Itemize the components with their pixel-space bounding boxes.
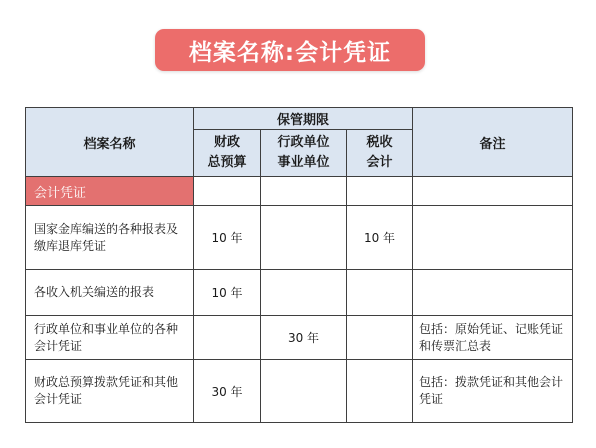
table-cell xyxy=(261,177,347,206)
header-archive-name: 档案名称 xyxy=(26,108,194,177)
row-finance: 10 年 xyxy=(194,270,261,316)
row-name: 各收入机关编送的报表 xyxy=(26,270,194,316)
row-admin xyxy=(261,360,347,423)
table-cell xyxy=(413,177,573,206)
header-tax-accounting xyxy=(347,130,413,177)
table-row xyxy=(26,360,573,423)
table-row xyxy=(26,270,573,316)
header-admin-line1: 行政单位 xyxy=(277,135,330,150)
row-finance xyxy=(194,316,261,360)
header-finance-line1: 财政 xyxy=(213,135,240,150)
table-row xyxy=(26,316,573,360)
row-tax: 10 年 xyxy=(347,206,413,270)
table-row xyxy=(26,206,573,270)
page-title: 档案名称:会计凭证 xyxy=(188,39,392,66)
row-name: 行政单位和事业单位的各种会计凭证 xyxy=(26,316,194,360)
row-name: 财政总预算拨款凭证和其他会计凭证 xyxy=(26,360,194,423)
row-admin xyxy=(261,270,347,316)
row-finance: 30 年 xyxy=(194,360,261,423)
header-tax-line2: 会计 xyxy=(366,155,393,170)
row-notes: 包括：原始凭证、记账凭证和传票汇总表 xyxy=(413,316,573,360)
header-retention-period: 保管期限 xyxy=(194,108,413,130)
header-tax-line1: 税收 xyxy=(366,135,393,150)
header-notes: 备注 xyxy=(413,108,573,177)
header-admin-units xyxy=(261,130,347,177)
row-name: 国家金库编送的各种报表及缴库退库凭证 xyxy=(26,206,194,270)
section-row xyxy=(26,177,573,206)
row-notes: 包括：拨款凭证和其他会计凭证 xyxy=(413,360,573,423)
row-tax xyxy=(347,270,413,316)
row-finance: 10 年 xyxy=(194,206,261,270)
row-notes xyxy=(413,270,573,316)
header-finance-budget xyxy=(194,130,261,177)
header-finance-line2: 总预算 xyxy=(207,155,247,170)
retention-table xyxy=(25,107,573,423)
row-notes xyxy=(413,206,573,270)
header-row-1 xyxy=(26,108,573,130)
row-tax xyxy=(347,316,413,360)
header-admin-line2: 事业单位 xyxy=(277,155,330,170)
row-admin xyxy=(261,206,347,270)
section-label: 会计凭证 xyxy=(26,177,194,206)
table-cell xyxy=(194,177,261,206)
table-cell xyxy=(347,177,413,206)
title-banner xyxy=(155,29,425,71)
row-admin: 30 年 xyxy=(261,316,347,360)
row-tax xyxy=(347,360,413,423)
